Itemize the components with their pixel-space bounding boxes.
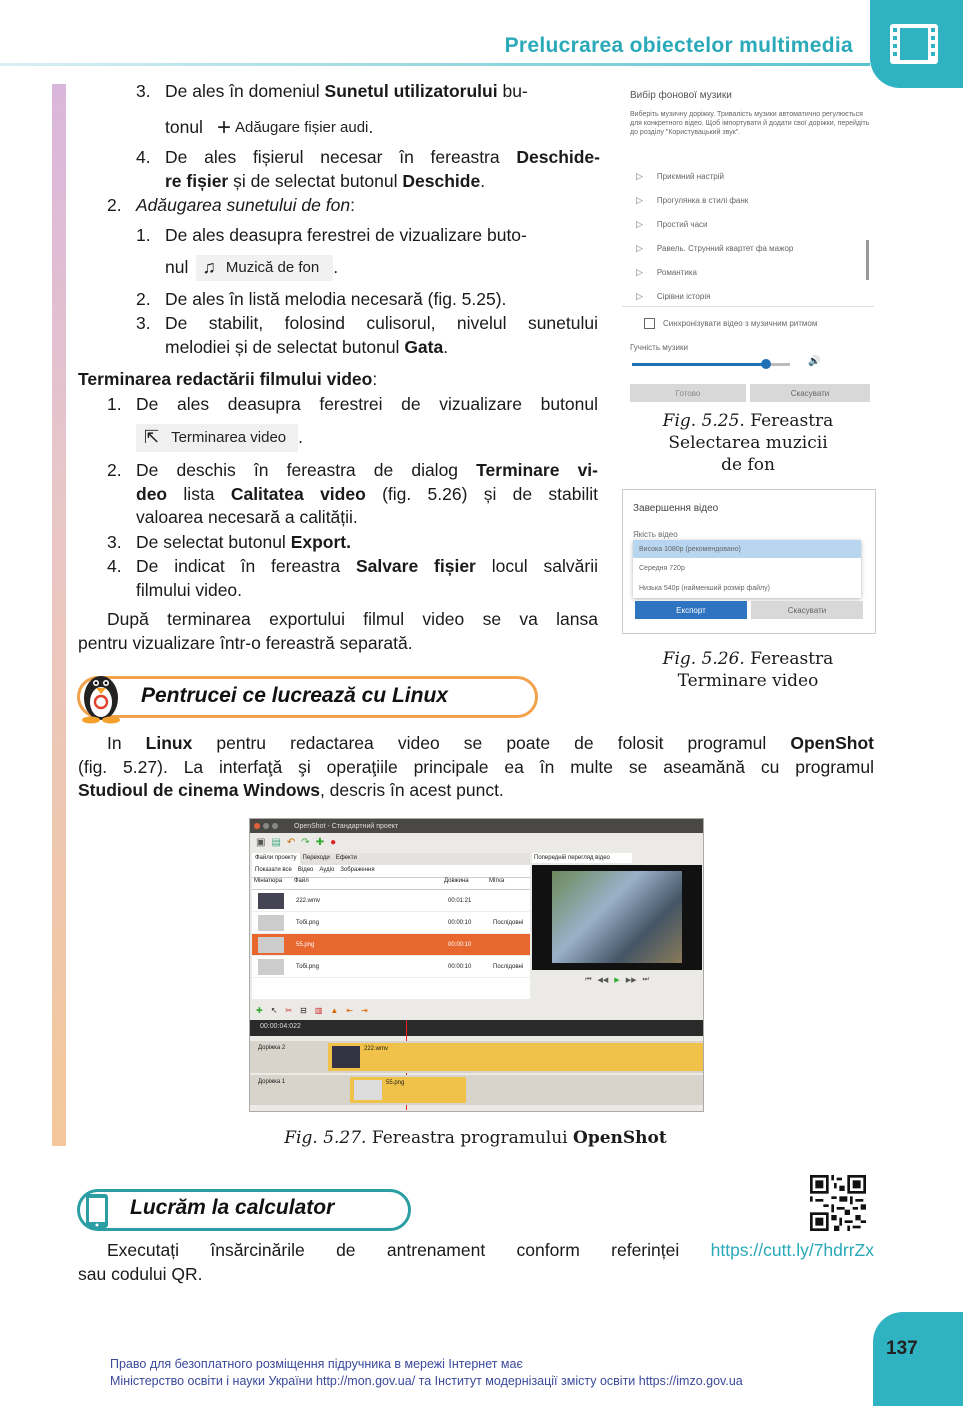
save-icon[interactable]: ▤ bbox=[271, 836, 281, 848]
minimize-icon[interactable] bbox=[263, 823, 269, 829]
toolbar bbox=[250, 833, 703, 851]
section-2-title: Adăugarea sunetului de fon: bbox=[136, 195, 355, 215]
table-row[interactable] bbox=[252, 934, 530, 956]
preview-screen bbox=[532, 865, 702, 970]
play-icon: ▷ bbox=[636, 242, 643, 253]
timeline-toolbar bbox=[250, 1002, 704, 1018]
background-music-button[interactable]: ♫ Muzică de fon bbox=[196, 255, 333, 281]
tablet-device-icon bbox=[80, 1192, 114, 1230]
snap-icon[interactable]: ⊟ bbox=[300, 1005, 307, 1015]
finish-step-2-text: De deschis în fereastra de dialog Terminare vi- deo lista Calitatea video (fig. 5.26) și de stabilit valoarea necesară a calității. bbox=[136, 460, 598, 527]
add-audio-file-button[interactable]: + Adăugare fișier audi bbox=[216, 114, 369, 141]
playback-controls bbox=[532, 973, 702, 987]
footer-line-2: Міністерство освіти і науки України http://mon.gov.ua/ та Інститут модернізації змісту освіти https://imzo.gov.ua bbox=[110, 1374, 743, 1388]
finish-title: Terminarea redactării filmului video: bbox=[78, 369, 378, 389]
forward-icon[interactable]: ▶▶ bbox=[625, 977, 637, 984]
finish-after-text: După terminarea exportului filmul video se va lansa pentru vizualizare într-o fereastră separată. bbox=[78, 609, 598, 653]
clip-thumbnail bbox=[332, 1046, 360, 1068]
tab-transitions[interactable]: Переходи bbox=[302, 855, 330, 861]
select-icon[interactable]: ↖ bbox=[270, 1005, 278, 1015]
timecode: 00:00:04:022 bbox=[260, 1023, 301, 1030]
track-2-label: Доріжка 2 bbox=[258, 1045, 286, 1051]
file-thumbnail bbox=[258, 959, 284, 975]
table-row[interactable] bbox=[252, 912, 530, 934]
bg-step-3-text: De stabilit, folosind culisorul, nivelul sunetului melodiei și de selectat butonul Gata. bbox=[165, 313, 598, 357]
clip-image[interactable]: 55.png bbox=[350, 1077, 466, 1103]
window-title: Завершення відео bbox=[633, 503, 719, 514]
volume-label: Гучність музики bbox=[630, 343, 688, 352]
window-description: Виберіть музичну доріжку. Тривалість музики автоматично регулюється для конкретного відео. Щоб імпортувати й додати свої доріжки, перейдіть до розділу "Користувацький звук". bbox=[630, 111, 870, 136]
step-3-number: 3. bbox=[136, 81, 151, 101]
fig-5-27-caption: Fig. 5.27. Fereastra programului OpenShot bbox=[284, 1128, 667, 1148]
filter-audio[interactable]: Аудіо bbox=[319, 867, 335, 873]
qr-code-icon[interactable] bbox=[810, 1175, 866, 1231]
fig-5-26-caption: Fig. 5.26. Fereastra Terminare video bbox=[662, 649, 834, 691]
speaker-icon: 🔊 bbox=[808, 356, 821, 367]
finish-video-window bbox=[622, 489, 876, 634]
play-icon: ▷ bbox=[636, 218, 643, 229]
finish-step-1-number: 1. bbox=[107, 394, 122, 414]
quality-label: Якість відео bbox=[633, 530, 678, 539]
track-item[interactable]: ▷ Сірівни історія bbox=[636, 290, 711, 301]
maximize-icon[interactable] bbox=[272, 823, 278, 829]
volume-fill bbox=[632, 363, 766, 366]
finish-step-2-number: 2. bbox=[107, 460, 122, 480]
header-rule bbox=[0, 63, 870, 66]
step-4-text: De ales fișierul necesar în fereastra Deschide- re fișier și de selectat butonul Deschide. bbox=[165, 147, 600, 191]
cell-file: 222.wmv bbox=[296, 897, 321, 904]
fig-5-25-caption: Fig. 5.25. Fereastra Selectarea muzicii de fon bbox=[662, 411, 834, 475]
end-icon[interactable]: ⏭ bbox=[642, 976, 649, 983]
back-icon[interactable]: ◀◀ bbox=[597, 977, 609, 984]
track-item[interactable]: ▷ Приємний настрій bbox=[636, 170, 724, 181]
record-icon[interactable]: ● bbox=[330, 836, 337, 848]
cell-dur: 00:01:21 bbox=[448, 897, 472, 904]
linux-paragraph: In Linux pentru redactarea video se poate de folosit programul OpenShot (fig. 5.27). La interfaţă şi operaţiile principale ea în multe se aseamănă cu programul Studioul de cinema Windows, descris în acest punct. bbox=[78, 733, 874, 800]
next-marker-icon[interactable]: ⇥ bbox=[361, 1005, 368, 1015]
track-item[interactable]: ▷ Прогулянка в стилі фанк bbox=[636, 194, 749, 205]
table-header: Мініатюра Файл Довжина Мітка bbox=[252, 878, 530, 890]
quality-option-selected[interactable]: Висока 1080p (рекомендовано) bbox=[633, 540, 861, 558]
list-scrollbar[interactable] bbox=[866, 240, 869, 280]
tab-effects[interactable]: Ефекти bbox=[335, 855, 357, 861]
play-icon: ▷ bbox=[636, 194, 643, 205]
quality-option[interactable]: Низька 540p (найменший розмір файлу) bbox=[639, 584, 770, 592]
title-bar bbox=[250, 819, 703, 833]
rewind-icon[interactable]: ⏮ bbox=[585, 976, 592, 983]
background-music-window bbox=[622, 80, 874, 406]
quality-dropdown[interactable] bbox=[633, 540, 861, 598]
openshot-window bbox=[249, 818, 704, 1112]
marker-icon[interactable]: ▥ bbox=[314, 1005, 323, 1015]
add-track-icon[interactable]: ✚ bbox=[256, 1005, 263, 1015]
panel-tabs bbox=[252, 853, 530, 865]
volume-slider[interactable] bbox=[632, 363, 790, 366]
track-1-label: Доріжка 1 bbox=[258, 1079, 286, 1085]
finish-video-button[interactable]: ⇱ Terminarea video bbox=[136, 424, 298, 452]
arrow-up-icon[interactable]: ▲ bbox=[330, 1005, 339, 1015]
track-item[interactable]: ▷ Романтика bbox=[636, 266, 697, 277]
page-header-title: Prelucrarea obiectelor multimedia bbox=[504, 34, 853, 57]
sync-checkbox-row[interactable]: Синхронізувати відео з музичним ритмом bbox=[644, 318, 817, 329]
film-strip-icon bbox=[888, 22, 940, 66]
clip-video[interactable]: 222.wmv bbox=[328, 1043, 703, 1071]
filter-video[interactable]: Відео bbox=[297, 867, 314, 873]
filter-bar bbox=[252, 865, 530, 878]
play-icon: ▷ bbox=[636, 170, 643, 181]
track-2 bbox=[250, 1041, 703, 1073]
tux-penguin-icon bbox=[76, 668, 126, 724]
play-icon: ▷ bbox=[636, 266, 643, 277]
bg-step-1-number: 1. bbox=[136, 225, 151, 245]
finish-step-3-number: 3. bbox=[107, 532, 122, 552]
new-project-icon[interactable]: ▣ bbox=[256, 836, 266, 848]
cell-label: Послідовні bbox=[493, 963, 524, 970]
cell-file: 55.png bbox=[296, 941, 315, 948]
bg-step-2-text: De ales în listă melodia necesară (fig. 5.25). bbox=[165, 289, 507, 309]
bg-step-1-text: De ales deasupra ferestrei de vizualizare buto- bbox=[165, 225, 527, 245]
cell-dur: 00:00:10 bbox=[448, 941, 472, 948]
window-title: OpenShot - Стандартний проект bbox=[294, 822, 399, 830]
cell-label: Послідовні bbox=[493, 919, 524, 926]
finish-step-4-number: 4. bbox=[107, 556, 122, 576]
music-note-icon: ♫ bbox=[202, 257, 216, 278]
export-button[interactable]: Експорт bbox=[635, 601, 747, 619]
tab-project-files[interactable]: Файли проекту bbox=[252, 853, 300, 865]
window-title: Вибір фонової музики bbox=[630, 90, 732, 101]
track-item[interactable]: ▷ Равель. Струнний квартет фа мажор bbox=[636, 242, 794, 253]
left-decor-bar bbox=[52, 84, 66, 1146]
step-3-line-2: tonul + Adăugare fișier audi . bbox=[165, 114, 374, 141]
prev-marker-icon[interactable]: ⇤ bbox=[346, 1005, 353, 1015]
section-2-number: 2. bbox=[107, 195, 122, 215]
track-list bbox=[636, 164, 872, 308]
play-icon[interactable]: ▶ bbox=[614, 977, 620, 984]
bg-step-3-number: 3. bbox=[136, 313, 151, 333]
redo-icon[interactable]: ↷ bbox=[301, 836, 310, 848]
file-thumbnail bbox=[258, 937, 284, 953]
timeline-ruler[interactable] bbox=[250, 1020, 703, 1036]
done-button[interactable]: Готово bbox=[630, 384, 746, 402]
project-files-panel bbox=[252, 853, 530, 999]
step-3-line: De ales în domeniul Sunetul utilizatorului bu- bbox=[165, 81, 528, 101]
file-thumbnail bbox=[258, 893, 284, 909]
table-row[interactable] bbox=[252, 890, 530, 912]
file-thumbnail bbox=[258, 915, 284, 931]
bg-step-1-line-2: nul ♫ Muzică de fon . bbox=[165, 255, 338, 281]
tasks-link[interactable]: https://cutt.ly/7hdrrZx bbox=[710, 1240, 874, 1260]
computer-banner-title: Lucrăm la calculator bbox=[130, 1196, 335, 1219]
quality-option[interactable]: Середня 720p bbox=[639, 564, 685, 572]
track-item[interactable]: ▷ Простий часи bbox=[636, 218, 708, 229]
cancel-button[interactable]: Скасувати bbox=[751, 601, 863, 619]
page-number: 137 bbox=[886, 1338, 918, 1359]
filter-all[interactable]: Показати все bbox=[255, 867, 292, 873]
preview-image bbox=[552, 871, 682, 963]
cancel-button[interactable]: Скасувати bbox=[750, 384, 870, 402]
preview-panel bbox=[532, 853, 702, 999]
close-icon[interactable] bbox=[254, 823, 260, 829]
razor-icon[interactable]: ✂ bbox=[285, 1005, 293, 1015]
preview-tab[interactable]: Попередній перегляд відео bbox=[532, 853, 632, 863]
finish-step-3-text: De selectat butonul Export. bbox=[136, 532, 351, 552]
divider bbox=[622, 306, 874, 307]
play-icon: ▷ bbox=[636, 290, 643, 301]
footer-line-1: Право для безоплатного розміщення підручника в мережі Інтернет має bbox=[110, 1357, 523, 1371]
add-icon[interactable]: ✚ bbox=[315, 836, 325, 848]
cell-dur: 00:00:10 bbox=[448, 919, 472, 926]
finish-step-4-text: De indicat în fereastra Salvare fișier locul salvării filmului video. bbox=[136, 556, 598, 600]
sync-checkbox[interactable] bbox=[644, 318, 655, 329]
finish-step-1-line-2: ⇱ Terminarea video . bbox=[136, 424, 303, 452]
bg-step-2-number: 2. bbox=[136, 289, 151, 309]
step-4-number: 4. bbox=[136, 147, 151, 167]
share-export-icon: ⇱ bbox=[144, 427, 160, 448]
plus-icon: + bbox=[216, 114, 231, 141]
table-row[interactable] bbox=[252, 956, 530, 978]
cell-dur: 00:00:10 bbox=[448, 963, 472, 970]
filter-image[interactable]: Зображення bbox=[340, 867, 375, 873]
finish-step-1-text: De ales deasupra ferestrei de vizualizare butonul bbox=[136, 394, 598, 414]
volume-thumb[interactable] bbox=[761, 359, 771, 369]
linux-banner-title: Pentrucei ce lucrează cu Linux bbox=[141, 684, 448, 707]
undo-icon[interactable]: ↶ bbox=[286, 836, 296, 848]
track-1 bbox=[250, 1075, 703, 1105]
computer-paragraph: Executați însărcinările de antrenament conform referinței https://cutt.ly/7hdrrZx sau codului QR. bbox=[78, 1240, 874, 1284]
clip-thumbnail bbox=[354, 1080, 382, 1100]
cell-file: Тобі.png bbox=[296, 919, 319, 926]
cell-file: Тобі.png bbox=[296, 963, 319, 970]
